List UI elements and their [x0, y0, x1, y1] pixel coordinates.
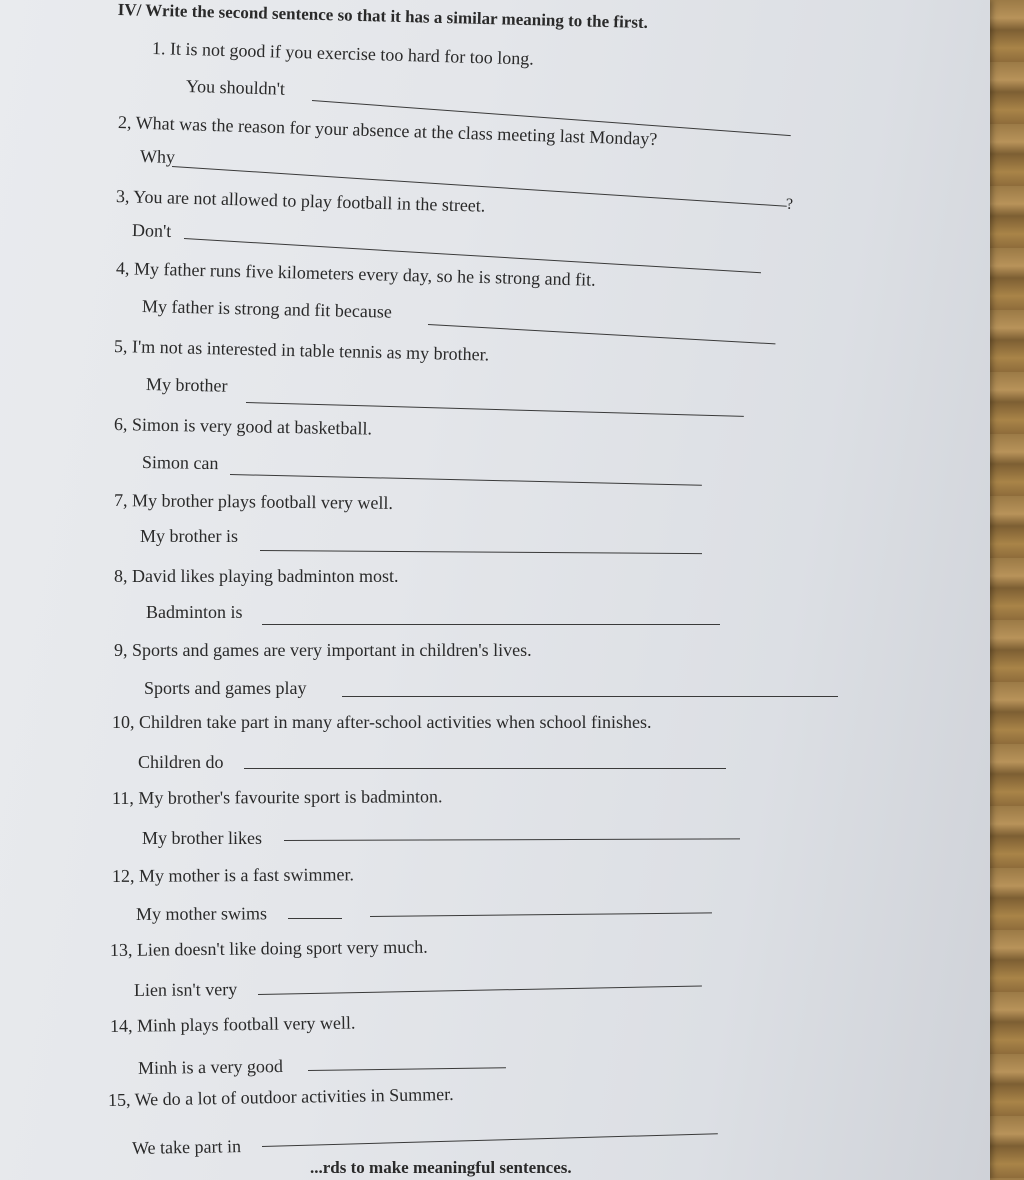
answer-prompt-7: My brother is: [140, 526, 238, 546]
question-5: 5, I'm not as interested in table tennis as my brother.: [113, 336, 490, 365]
question-mark-2: ?: [786, 196, 794, 213]
answer-blank-5[interactable]: [246, 402, 744, 417]
answer-prompt-6: Simon can: [141, 452, 219, 474]
answer-blank-12b[interactable]: [370, 912, 712, 917]
answer-blank-7[interactable]: [260, 550, 702, 554]
answer-prompt-4: My father is strong and fit because: [141, 296, 393, 322]
answer-prompt-10: Children do: [138, 752, 224, 772]
question-14: 14, Minh plays football very well.: [109, 1012, 356, 1036]
next-exercise-heading-partial: ...rds to make meaningful sentences.: [310, 1158, 572, 1177]
answer-blank-11[interactable]: [284, 838, 740, 841]
answer-prompt-11: My brother likes: [142, 828, 262, 848]
question-13: 13, Lien doesn't like doing sport very much.: [109, 936, 428, 960]
question-8: 8, David likes playing badminton most.: [114, 566, 399, 586]
answer-prompt-13: Lien isn't very: [133, 979, 238, 1000]
answer-prompt-12: My mother swims: [135, 903, 268, 924]
answer-blank-15[interactable]: [262, 1133, 718, 1147]
answer-prompt-2: Why: [139, 146, 176, 167]
exercise-heading: IV/ Write the second sentence so that it has a similar meaning to the first.: [117, 0, 649, 32]
question-3: 3, You are not allowed to play football in the street.: [115, 186, 486, 216]
question-7: 7, My brother plays football very well.: [113, 490, 394, 513]
answer-prompt-15: We take part in: [131, 1136, 242, 1158]
question-4: 4, My father runs five kilometers every day, so he is strong and fit.: [115, 258, 596, 290]
answer-blank-6[interactable]: [230, 474, 702, 486]
question-12: 12, My mother is a fast swimmer.: [111, 864, 355, 886]
question-2: 2, What was the reason for your absence at the class meeting last Monday?: [117, 112, 658, 149]
answer-blank-4[interactable]: [428, 324, 776, 344]
question-11: 11, My brother's favourite sport is badminton.: [111, 786, 443, 808]
answer-blank-8[interactable]: [262, 624, 720, 625]
question-10: 10, Children take part in many after-school activities when school finishes.: [112, 712, 652, 732]
answer-prompt-9: Sports and games play: [144, 678, 307, 698]
answer-blank-10[interactable]: [244, 768, 726, 769]
question-9: 9, Sports and games are very important in children's lives.: [114, 640, 532, 660]
question-15: 15, We do a lot of outdoor activities in Summer.: [107, 1083, 454, 1110]
answer-prompt-5: My brother: [145, 374, 228, 396]
answer-blank-12a[interactable]: [288, 918, 342, 919]
question-1: 1. It is not good if you exercise too hard for too long.: [151, 38, 535, 69]
question-6: 6, Simon is very good at basketball.: [113, 414, 373, 439]
answer-prompt-14: Minh is a very good: [137, 1055, 284, 1078]
answer-prompt-3: Don't: [131, 220, 172, 241]
answer-prompt-8: Badminton is: [146, 602, 243, 622]
answer-blank-13[interactable]: [258, 985, 702, 995]
answer-blank-14[interactable]: [308, 1067, 506, 1071]
answer-prompt-1: You shouldn't: [185, 76, 286, 99]
answer-blank-9[interactable]: [342, 696, 838, 697]
